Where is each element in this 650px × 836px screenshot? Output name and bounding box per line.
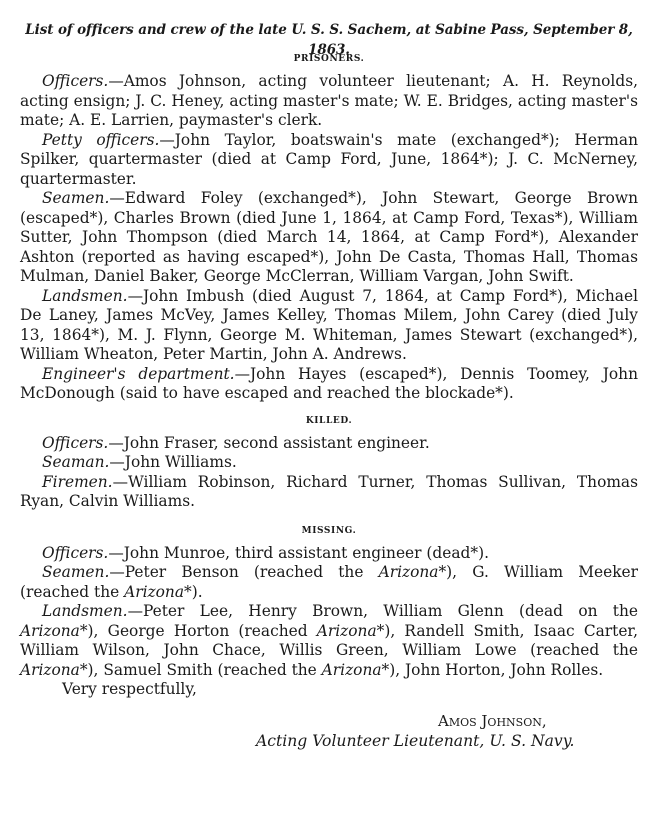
label-officers: Officers. bbox=[42, 543, 109, 562]
killed-officers bbox=[20, 434, 638, 454]
prisoners-seamen bbox=[20, 189, 638, 287]
killed-firemen bbox=[20, 473, 638, 512]
prisoners-landsmen-text: —John Imbush (died August 7, 1864, at Camp Ford*), Michael De Laney, James McVey, James Kelley, Thomas Milem, John Carey (died July 13, 1864*), M. J. Flynn, George M. Whiteman, James Stewart (exchanged*), William Wheaton, Peter Martin, John A. Andrews. bbox=[20, 286, 638, 363]
missing-landsmen-text-1: —Peter Lee, Henry Brown, William Glenn (dead on the bbox=[127, 602, 638, 620]
section-title-missing: MISSING. bbox=[301, 525, 357, 536]
label-landsmen: Landsmen. bbox=[42, 286, 128, 305]
killed-officers-text: —John Fraser, second assistant engineer. bbox=[108, 433, 430, 452]
section-title-prisoners: PRISONERS. bbox=[293, 54, 365, 64]
document-heading: List of officers and crew of the late U. S. S. Sachem, at Sabine Pass, September 8, 1863. bbox=[25, 22, 633, 58]
missing-seamen-text-3: *). bbox=[184, 582, 203, 601]
missing-officers-text: —John Munroe, third assistant engineer (dead*). bbox=[108, 543, 489, 562]
prisoners-officers-text: —Amos Johnson, acting volunteer lieutenant; A. H. Reynolds, acting ensign; J. C. Heney, acting master's mate; W. E. Bridges, acting master's mate; A. E. Larrien, paymaster's clerk. bbox=[20, 72, 638, 129]
label-petty-officers: Petty officers. bbox=[42, 130, 160, 149]
missing-seamen bbox=[20, 563, 638, 602]
missing-officers bbox=[20, 544, 638, 564]
ship-name: Arizona bbox=[20, 621, 80, 640]
missing-landsmen-text-3: *), Randell Smith, Isaac Carter, William Wilson, John Chace, Willis Green, William Lowe (reached the bbox=[20, 621, 638, 659]
missing-landsmen bbox=[20, 602, 638, 680]
prisoners-engineers bbox=[20, 365, 638, 404]
killed-seaman-text: —John Williams. bbox=[109, 453, 237, 471]
ship-name: Arizona bbox=[316, 621, 377, 640]
label-engineers: Engineer's department. bbox=[42, 364, 235, 383]
prisoners-engineers-text: —John Hayes (escaped*), Dennis Toomey, John McDonough (said to have escaped and reached the blockade*). bbox=[20, 364, 638, 402]
ship-name: Arizona bbox=[20, 660, 80, 679]
label-seamen: Seamen. bbox=[42, 563, 110, 581]
ship-name: Arizona bbox=[124, 582, 184, 601]
label-seamen: Seamen. bbox=[42, 189, 110, 207]
closing: Very respectfully, bbox=[62, 680, 197, 698]
killed-firemen-text: —William Robinson, Richard Turner, Thomas Sullivan, Thomas Ryan, Calvin Williams. bbox=[20, 472, 638, 510]
label-seaman: Seaman. bbox=[42, 453, 110, 471]
missing-landsmen-text-5: *), John Horton, John Rolles. bbox=[381, 660, 604, 679]
label-firemen: Firemen. bbox=[42, 472, 113, 491]
missing-landsmen-text-2: *), George Horton (reached bbox=[79, 621, 317, 640]
prisoners-officers bbox=[20, 72, 638, 131]
signature-name: Amos Johnson, bbox=[438, 711, 547, 730]
label-landsmen: Landsmen. bbox=[42, 602, 128, 620]
section-title-killed: KILLED. bbox=[305, 415, 353, 426]
label-officers: Officers. bbox=[42, 433, 109, 452]
prisoners-petty-officers bbox=[20, 131, 638, 190]
label-officers: Officers. bbox=[42, 72, 109, 90]
prisoners-landsmen bbox=[20, 287, 638, 365]
prisoners-petty-officers-text: —John Taylor, boatswain's mate (exchanged*); Herman Spilker, quartermaster (died at Camp Ford, June, 1864*); J. C. McNerney, quartermaster. bbox=[20, 130, 638, 188]
killed-seaman bbox=[20, 453, 638, 473]
missing-seamen-text-2: *), G. William Meeker (reached the bbox=[20, 563, 638, 601]
prisoners-seamen-text: —Edward Foley (exchanged*), John Stewart, George Brown (escaped*), Charles Brown (died June 1, 1864, at Camp Ford, Texas*), William Sutter, John Thompson (died March 14, 1864, at Camp Ford*), Alexander Ashton (reported as having escaped*), John De Casta, Thomas Hall, Thomas Mulman, Daniel Baker, George McClerran, William Vargan, John Swift. bbox=[20, 189, 638, 285]
ship-name: Arizona bbox=[321, 660, 382, 679]
missing-seamen-text-1: —Peter Benson (reached the bbox=[109, 563, 379, 581]
signature-title: Acting Volunteer Lieutenant, U. S. Navy. bbox=[256, 732, 575, 750]
ship-name: Arizona bbox=[378, 563, 439, 581]
missing-landsmen-text-4: *), Samuel Smith (reached the bbox=[79, 660, 322, 679]
